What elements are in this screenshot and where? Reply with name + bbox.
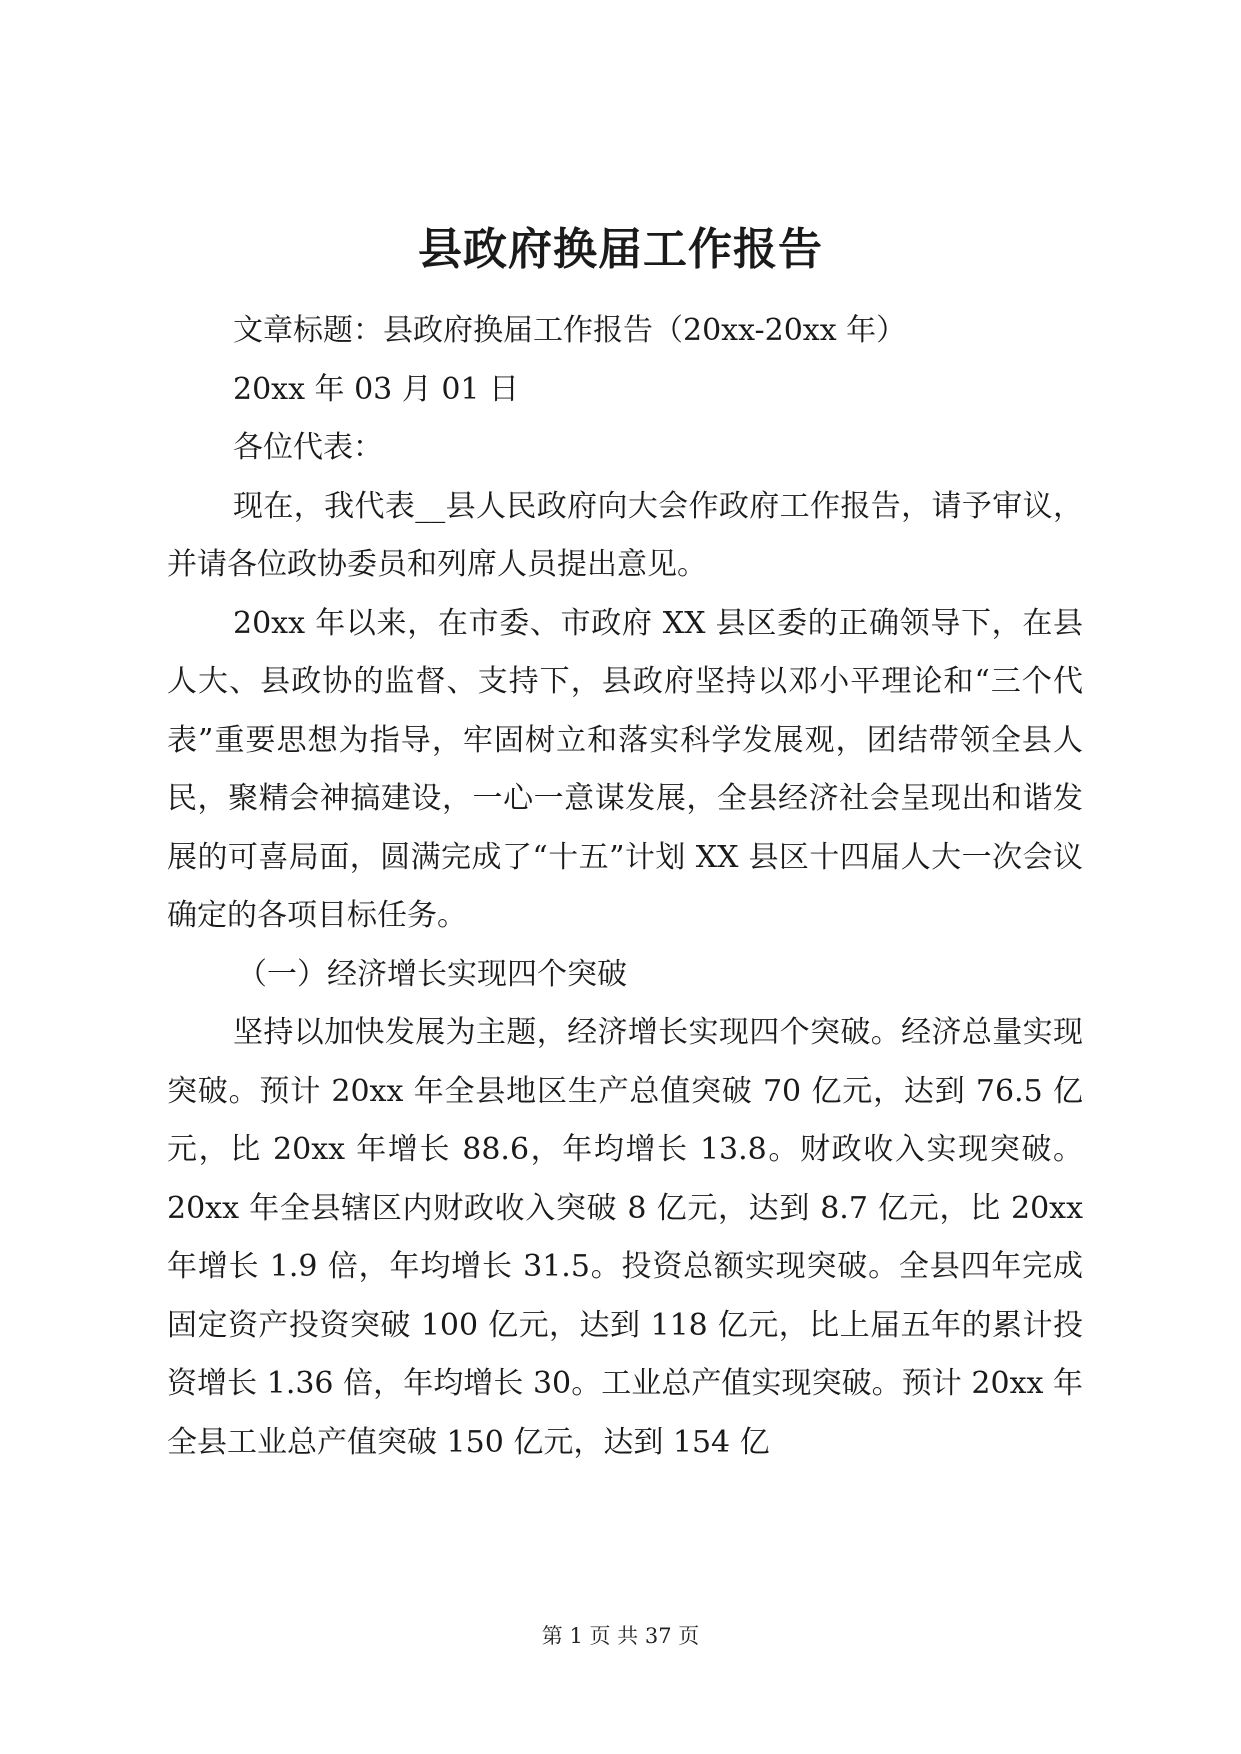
salutation: 各位代表： xyxy=(233,430,383,465)
overview-paragraph: 20xx 年以来，在市委、市政府 XX 县区委的正确领导下，在县人大、县政协的监督、支持下，县政府坚持以邓小平理论和“三个代表”重要思想为指导，牢固树立和落实科学发展观，团结带领全县人民，聚精会神搞建设，一心一意谋发展，全县经济社会呈现出和谐发展的可喜局面，圆满完成了“十五”计划 XX 县区十四届人大一次会议确定的各项目标任务。 xyxy=(167,605,1083,933)
date-line: 20xx 年 03 月 01 日 xyxy=(233,371,520,407)
document-body xyxy=(167,302,1083,1472)
intro-paragraph: 现在，我代表__县人民政府向大会作政府工作报告，请予审议，并请各位政协委员和列席人员提出意见。 xyxy=(167,488,1083,582)
article-title-line: 文章标题：县政府换届工作报告（20xx-20xx 年） xyxy=(233,313,907,348)
page-number-footer: 第 1 页 共 37 页 xyxy=(541,1624,700,1648)
economy-paragraph: 坚持以加快发展为主题，经济增长实现四个突破。经济总量实现突破。预计 20xx 年全县地区生产总值突破 70 亿元，达到 76.5 亿元，比 20xx 年增长 88.6，年均增长 13.8。财政收入实现突破。20xx 年全县辖区内财政收入突破 8 亿元，达到 8.7 亿元，比 20xx 年增长 1.9 倍，年均增长 31.5。投资总额实现突破。全县四年完成固定资产投资突破 100 亿元，达到 118 亿元，比上届五年的累计投资增长 1.36 倍，年均增长 30。工业总产值实现突破。预计 20xx 年全县工业总产值突破 150 亿元，达到 154 亿 xyxy=(167,1015,1083,1460)
section-heading: （一）经济增长实现四个突破 xyxy=(237,956,627,992)
document-title: 县政府换届工作报告 xyxy=(418,224,823,275)
